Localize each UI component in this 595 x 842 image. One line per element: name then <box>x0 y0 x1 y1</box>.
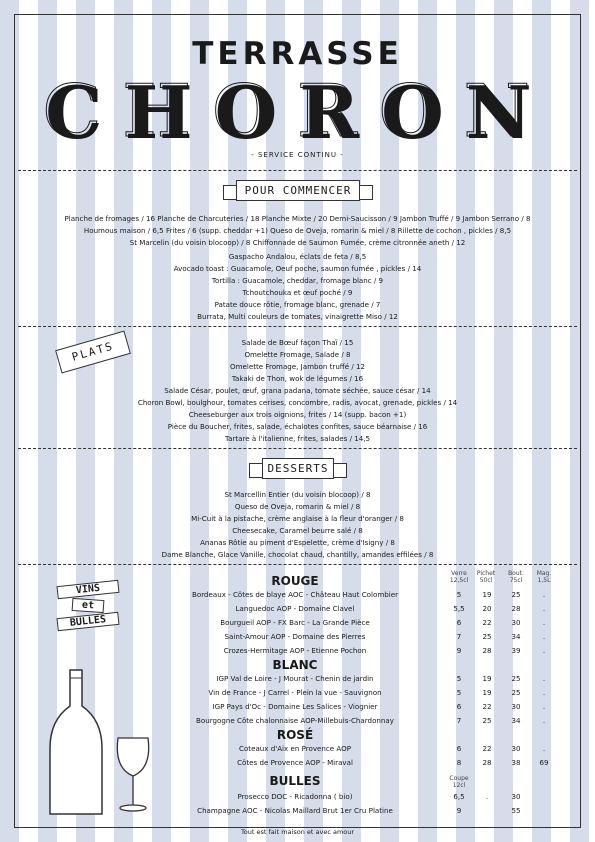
wine-price-bout: 39 <box>511 646 521 655</box>
wine-name: Champagne AOC - Nicolas Maillard Brut 1er Cru Platine <box>197 806 393 815</box>
wine-name: Côtes de Provence AOP - Miraval <box>237 758 353 767</box>
starter-line: Patate douce rôtie, fromage blanc, grenade / 7 <box>214 300 381 309</box>
wine-name: Vin de France - J Carrel - Plein la vue - Sauvignon <box>208 688 382 697</box>
wines-banner-word: et <box>71 598 104 613</box>
subtitle: - SERVICE CONTINU - <box>251 151 344 159</box>
wine-price-verre: 9 <box>456 646 462 655</box>
separator <box>18 326 577 327</box>
wine-price-bout: 55 <box>511 806 521 815</box>
starter-line: Gaspacho Andalou, éclats de feta / 8,5 <box>228 252 367 261</box>
wine-name: Crozes-Hermitage AOP - Etienne Pochon <box>223 646 367 655</box>
wine-price-mag: . <box>542 744 546 753</box>
starter-line: Planche de fromages / 16 Planche de Charcuteries / 18 Planche Mixte / 20 Demi-Saucisson / 9 Jambon Truffé / 9 Jambon Serrano / 8 <box>64 214 531 223</box>
header-mag: Mag. 1,5L <box>536 570 552 584</box>
wine-price-pichet: 22 <box>482 618 492 627</box>
wines-banner <box>45 580 130 631</box>
wine-price-verre: 6 <box>456 618 462 627</box>
wine-price-mag: . <box>542 716 546 725</box>
separator <box>18 564 577 565</box>
starters-banner: POUR COMMENCER <box>236 180 360 201</box>
plat-line: Omelette Fromage, Salade / 8 <box>244 350 351 359</box>
starter-line: Tortilla : Guacamole, cheddar, fromage blanc / 9 <box>211 276 384 285</box>
title-top: TERRASSE <box>192 36 403 72</box>
wine-price-pichet: 20 <box>482 604 492 613</box>
wine-price-mag: . <box>542 688 546 697</box>
wine-name: IGP Pays d'Oc - Domaine Les Salices - Viognier <box>212 702 378 711</box>
header-bout: Bout. 75cl <box>508 570 524 584</box>
wine-price-pichet: 19 <box>482 590 492 599</box>
wine-price-verre: 6 <box>456 702 462 711</box>
separator <box>18 170 577 171</box>
wine-price-bout: 30 <box>511 702 521 711</box>
wine-name: Coteaux d'Aix en Provence AOP <box>239 744 351 753</box>
wine-price-pichet: 25 <box>482 632 492 641</box>
wine-price-bout: 34 <box>511 716 521 725</box>
wine-price-pichet: 19 <box>482 688 492 697</box>
wine-price-coupe: 6,5 <box>453 792 465 801</box>
wine-bottle-illustration <box>40 668 170 818</box>
wine-price-pichet: 28 <box>482 646 492 655</box>
dessert-line: Mi-Cuit à la pistache, crème anglaise à la fleur d'oranger / 8 <box>191 514 404 523</box>
wine-price-pichet: 22 <box>482 744 492 753</box>
wine-price-verre: 5 <box>456 590 462 599</box>
wine-price-bout: 25 <box>511 688 521 697</box>
plat-line: Omelette Fromage, Jambon truffé / 12 <box>230 362 365 371</box>
wine-name: Languedoc AOP - Domaine Clavel <box>235 604 355 613</box>
header-coupe: Coupe 12cl <box>449 775 469 789</box>
plat-line: Pièce du Boucher, frites, salade, échalotes confites, sauce béarnaise / 16 <box>167 422 428 431</box>
starter-line: Houmous maison / 6,5 Frites / 6 (supp. cheddar +1) Queso de Oveja, romarin & miel / 8 Rillette de cochon , pickles / 8,5 <box>83 226 512 235</box>
wine-price-mag: . <box>542 702 546 711</box>
wine-price-pichet: . <box>485 792 489 801</box>
header-verre: Verre 12,5cl <box>449 570 469 584</box>
dessert-line: Dame Blanche, Glace Vanille, chocolat chaud, chantilly, amandes effilées / 8 <box>161 550 434 559</box>
wine-price-mag: . <box>542 632 546 641</box>
dessert-line: St Marcellin Entier (du voisin blocoop) / 8 <box>224 490 371 499</box>
header-pichet: Pichet 50cl <box>476 570 496 584</box>
wine-price-bout: 30 <box>511 618 521 627</box>
wine-price-pichet: 25 <box>482 716 492 725</box>
desserts-banner: DESSERTS <box>262 458 334 479</box>
wine-price-pichet: 22 <box>482 702 492 711</box>
wine-name: IGP Val de Loire - J Mourat - Chenin de jardin <box>216 674 374 683</box>
wine-price-mag: . <box>542 646 546 655</box>
dessert-line: Queso de Oveja, romarin & miel / 8 <box>234 502 361 511</box>
wine-price-verre: 7 <box>456 632 462 641</box>
plat-line: Salade César, poulet, œuf, grana padana, tomate séchée, sauce césar / 14 <box>164 386 431 395</box>
wine-price-coupe: 9 <box>456 806 462 815</box>
plat-line: Tartare à l'italienne, frites, salades / 14,5 <box>224 434 371 443</box>
plat-line: Takaki de Thon, wok de légumes / 16 <box>231 374 364 383</box>
wine-price-bout: 25 <box>511 590 521 599</box>
wine-price-verre: 5,5 <box>453 604 465 613</box>
wine-price-bout: 30 <box>511 792 521 801</box>
wine-name: Bourgueil AOP - FX Barc - La Grande Pièce <box>220 618 370 627</box>
wine-name: Bordeaux - Côtes de blaye AOC - Château Haut Colombier <box>192 590 398 599</box>
section-blanc: BLANC <box>272 658 318 672</box>
starter-line: Tchoutchouka et œuf poché / 9 <box>242 288 353 297</box>
wine-name: Prosecco DOC - Ricadonna ( bio) <box>237 792 353 801</box>
wine-name: Bourgogne Côte chalonnaise AOP-Millebuis-Chardonnay <box>196 716 394 725</box>
wine-price-verre: 7 <box>456 716 462 725</box>
wine-price-verre: 5 <box>456 688 462 697</box>
section-rouge: ROUGE <box>271 574 319 588</box>
starter-line: St Marcelin (du voisin blocoop) / 8 Chiffonnade de Saumon Fumée, crème citronnée aneth / 12 <box>129 238 466 247</box>
section-bulles: BULLES <box>269 774 321 788</box>
wine-price-mag: . <box>542 604 546 613</box>
wine-price-bout: 30 <box>511 744 521 753</box>
plats-banner: PLATS <box>55 331 131 374</box>
dessert-line: Cheesecake, Caramel beurre salé / 8 <box>232 526 363 535</box>
wine-price-bout: 28 <box>511 604 521 613</box>
dessert-line: Ananas Rôtie au piment d'Espelette, crème d'Isigny / 8 <box>200 538 395 547</box>
wine-price-mag: 69 <box>539 758 549 767</box>
wine-price-pichet: 19 <box>482 674 492 683</box>
footer-note: Tout est fait maison et avec amour <box>240 828 355 836</box>
wine-price-pichet: 28 <box>482 758 492 767</box>
wine-name: Saint-Amour AOP - Domaine des Pierres <box>224 632 366 641</box>
section-rose: ROSÉ <box>276 728 314 742</box>
wine-price-mag: . <box>542 674 546 683</box>
wine-price-mag: . <box>542 590 546 599</box>
wine-price-mag: . <box>542 618 546 627</box>
plat-line: Salade de Bœuf façon Thaï / 15 <box>241 338 354 347</box>
separator <box>18 448 577 449</box>
wine-price-verre: 5 <box>456 674 462 683</box>
wine-price-bout: 34 <box>511 632 521 641</box>
wine-price-bout: 38 <box>511 758 521 767</box>
starter-line: Burrata, Multi couleurs de tomates, vinaigrette Miso / 12 <box>197 312 398 321</box>
wines-banner-word: VINS <box>56 580 119 599</box>
wine-price-bout: 25 <box>511 674 521 683</box>
plat-line: Cheeseburger aux trois oignions, frites / 14 (supp. bacon +1) <box>188 410 407 419</box>
title-main: CHORON <box>43 68 552 153</box>
starter-line: Avocado toast : Guacamole, Oeuf poche, saumon fumée , pickles / 14 <box>173 264 422 273</box>
wine-price-verre: 8 <box>456 758 462 767</box>
wine-price-verre: 6 <box>456 744 462 753</box>
wines-banner-word: BULLES <box>56 612 119 631</box>
plat-line: Choron Bowl, boulghour, tomates cerises, concombre, radis, avocat, grenade, pickles / 14 <box>137 398 458 407</box>
